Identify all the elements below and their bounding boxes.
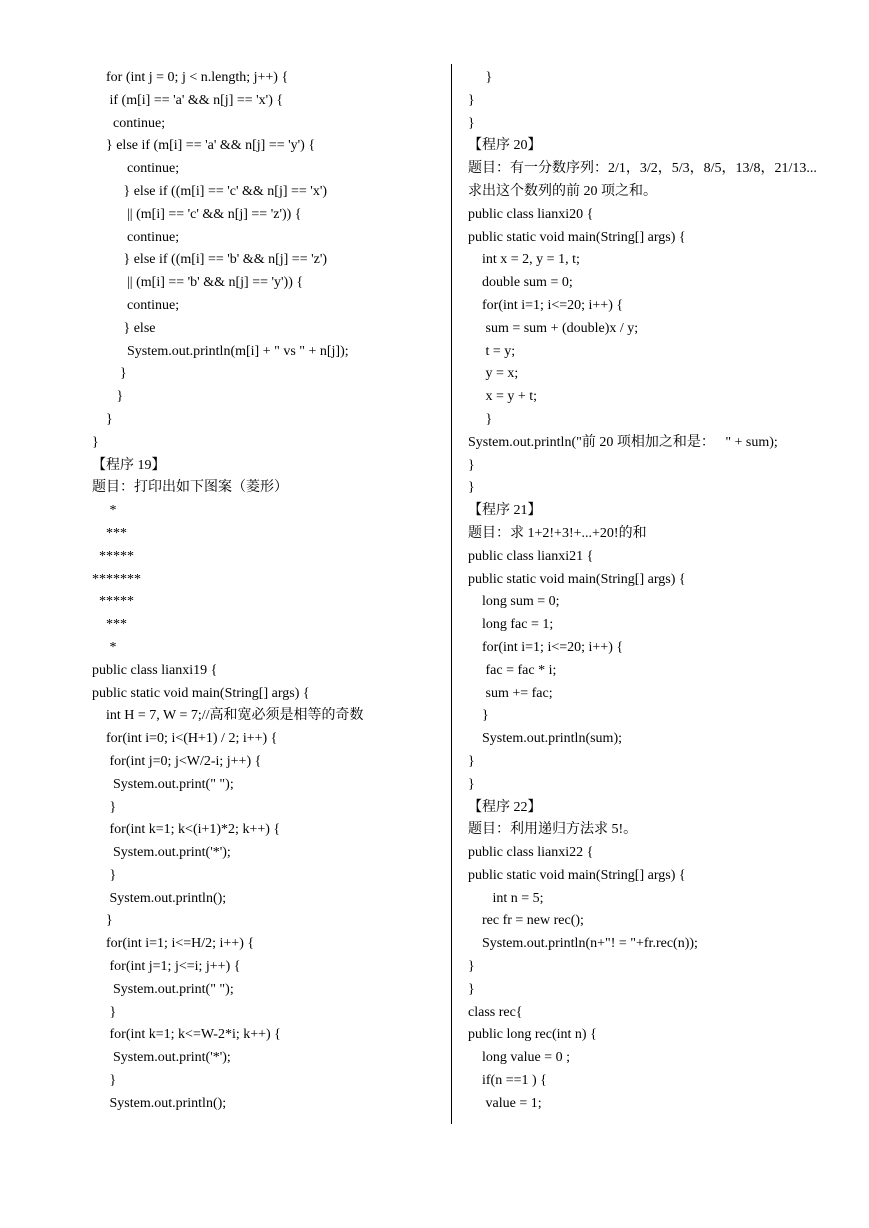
code-line: System.out.print(" "); xyxy=(92,981,234,997)
code-line: public class lianxi22 { xyxy=(468,845,594,861)
code-line: } xyxy=(92,434,99,450)
right-column xyxy=(468,67,848,1116)
code-line: if (m[i] == 'a' && n[j] == 'x') { xyxy=(92,92,284,108)
code-line: rec fr = new rec(); xyxy=(468,913,584,929)
code-line: double sum = 0; xyxy=(468,275,573,291)
code-line: *** xyxy=(92,525,127,541)
code-line: } xyxy=(468,92,475,108)
code-line: for(int k=1; k<(i+1)*2; k++) { xyxy=(92,822,281,838)
code-line: } xyxy=(468,70,493,85)
code-line: 题目：求 1+2!+3!+...+20!的和 xyxy=(468,525,647,541)
code-line: *** xyxy=(92,617,127,633)
code-line: ***** xyxy=(92,548,134,564)
code-line: || (m[i] == 'b' && n[j] == 'y')) { xyxy=(92,275,304,291)
code-line: x = y + t; xyxy=(468,389,538,405)
code-line: public static void main(String[] args) { xyxy=(468,229,686,245)
code-line: for (int j = 0; j < n.length; j++) { xyxy=(92,70,289,85)
code-line: public class lianxi21 { xyxy=(468,548,594,564)
code-line: } xyxy=(92,411,113,427)
code-line: } else xyxy=(92,320,156,336)
code-line: continue; xyxy=(92,229,180,245)
code-line: 【程序 20】 xyxy=(468,138,542,154)
code-line: System.out.println(n+"! = "+fr.rec(n)); xyxy=(468,936,698,952)
code-line: } xyxy=(468,981,475,997)
code-line: System.out.println(m[i] + " vs " + n[j]); xyxy=(92,343,349,359)
code-line: * xyxy=(92,503,117,519)
code-line: System.out.println(); xyxy=(92,890,227,906)
code-line: } xyxy=(92,389,124,405)
code-line: int x = 2, y = 1, t; xyxy=(468,252,580,268)
code-line: continue; xyxy=(92,115,166,131)
code-line: continue; xyxy=(92,297,180,313)
code-line: 【程序 19】 xyxy=(92,457,166,473)
code-line: } xyxy=(468,753,475,769)
code-line: sum += fac; xyxy=(468,685,553,701)
code-line: System.out.print('*'); xyxy=(92,1050,231,1066)
code-line: } xyxy=(92,867,117,883)
code-line: ******* xyxy=(92,571,141,587)
code-line: } xyxy=(468,480,475,496)
code-line: 求出这个数列的前 20 项之和。 xyxy=(468,183,657,199)
code-line: for(int i=1; i<=20; i++) { xyxy=(468,297,624,313)
code-line: } xyxy=(92,366,127,382)
column-divider xyxy=(451,64,452,1124)
code-line: } xyxy=(92,1004,117,1020)
code-line: * xyxy=(92,639,117,655)
code-line: int H = 7, W = 7;//高和宽必须是相等的奇数 xyxy=(92,708,364,724)
code-line: 【程序 21】 xyxy=(468,503,542,519)
code-line: } xyxy=(92,799,117,815)
code-line: if(n ==1 ) { xyxy=(468,1073,547,1089)
code-line: } xyxy=(92,1073,117,1089)
code-line: class rec{ xyxy=(468,1004,523,1020)
code-line: long fac = 1; xyxy=(468,617,554,633)
code-line: } xyxy=(468,115,475,131)
code-line: ***** xyxy=(92,594,134,610)
code-line: public static void main(String[] args) { xyxy=(468,867,686,883)
code-line: System.out.print(" "); xyxy=(92,776,234,792)
code-line: System.out.println("前 20 项相加之和是： " + sum); xyxy=(468,434,778,450)
code-line: for(int i=1; i<=H/2; i++) { xyxy=(92,936,255,952)
code-line: public class lianxi19 { xyxy=(92,662,218,678)
code-line: continue; xyxy=(92,161,180,177)
code-line: y = x; xyxy=(468,366,519,382)
code-line: System.out.println(); xyxy=(92,1095,227,1111)
code-line: } else if ((m[i] == 'b' && n[j] == 'z') xyxy=(92,252,328,268)
code-line: 【程序 22】 xyxy=(468,799,542,815)
code-line: System.out.println(sum); xyxy=(468,731,622,747)
code-line: long sum = 0; xyxy=(468,594,560,610)
code-line: } xyxy=(468,457,475,473)
code-line: for(int j=1; j<=i; j++) { xyxy=(92,959,241,975)
left-column xyxy=(92,67,447,1116)
code-line: fac = fac * i; xyxy=(468,662,557,678)
code-line: } else if (m[i] == 'a' && n[j] == 'y') { xyxy=(92,138,316,154)
code-line: value = 1; xyxy=(468,1095,542,1111)
code-line: System.out.print('*'); xyxy=(92,845,231,861)
code-line: public static void main(String[] args) { xyxy=(92,685,310,701)
code-line: for(int i=1; i<=20; i++) { xyxy=(468,639,624,655)
code-line: public static void main(String[] args) { xyxy=(468,571,686,587)
code-line: } xyxy=(468,708,489,724)
code-line: 题目：利用递归方法求 5!。 xyxy=(468,822,638,838)
code-line: t = y; xyxy=(468,343,516,359)
code-line: } xyxy=(92,913,113,929)
code-line: for(int i=0; i<(H+1) / 2; i++) { xyxy=(92,731,278,747)
code-line: || (m[i] == 'c' && n[j] == 'z')) { xyxy=(92,206,302,222)
code-line: public long rec(int n) { xyxy=(468,1027,597,1043)
code-line: public class lianxi20 { xyxy=(468,206,594,222)
code-line: } xyxy=(468,776,475,792)
code-line: } xyxy=(468,959,475,975)
code-line: long value = 0 ; xyxy=(468,1050,570,1066)
code-line: } else if ((m[i] == 'c' && n[j] == 'x') xyxy=(92,183,328,199)
code-line: int n = 5; xyxy=(468,890,544,906)
code-line: sum = sum + (double)x / y; xyxy=(468,320,639,336)
code-line: 题目：打印出如下图案（菱形） xyxy=(92,480,288,496)
code-line: for(int k=1; k<=W-2*i; k++) { xyxy=(92,1027,281,1043)
code-line: } xyxy=(468,411,493,427)
code-line: 题目：有一分数序列：2/1，3/2，5/3，8/5，13/8，21/13... xyxy=(468,161,817,177)
code-line: for(int j=0; j<W/2-i; j++) { xyxy=(92,753,262,769)
